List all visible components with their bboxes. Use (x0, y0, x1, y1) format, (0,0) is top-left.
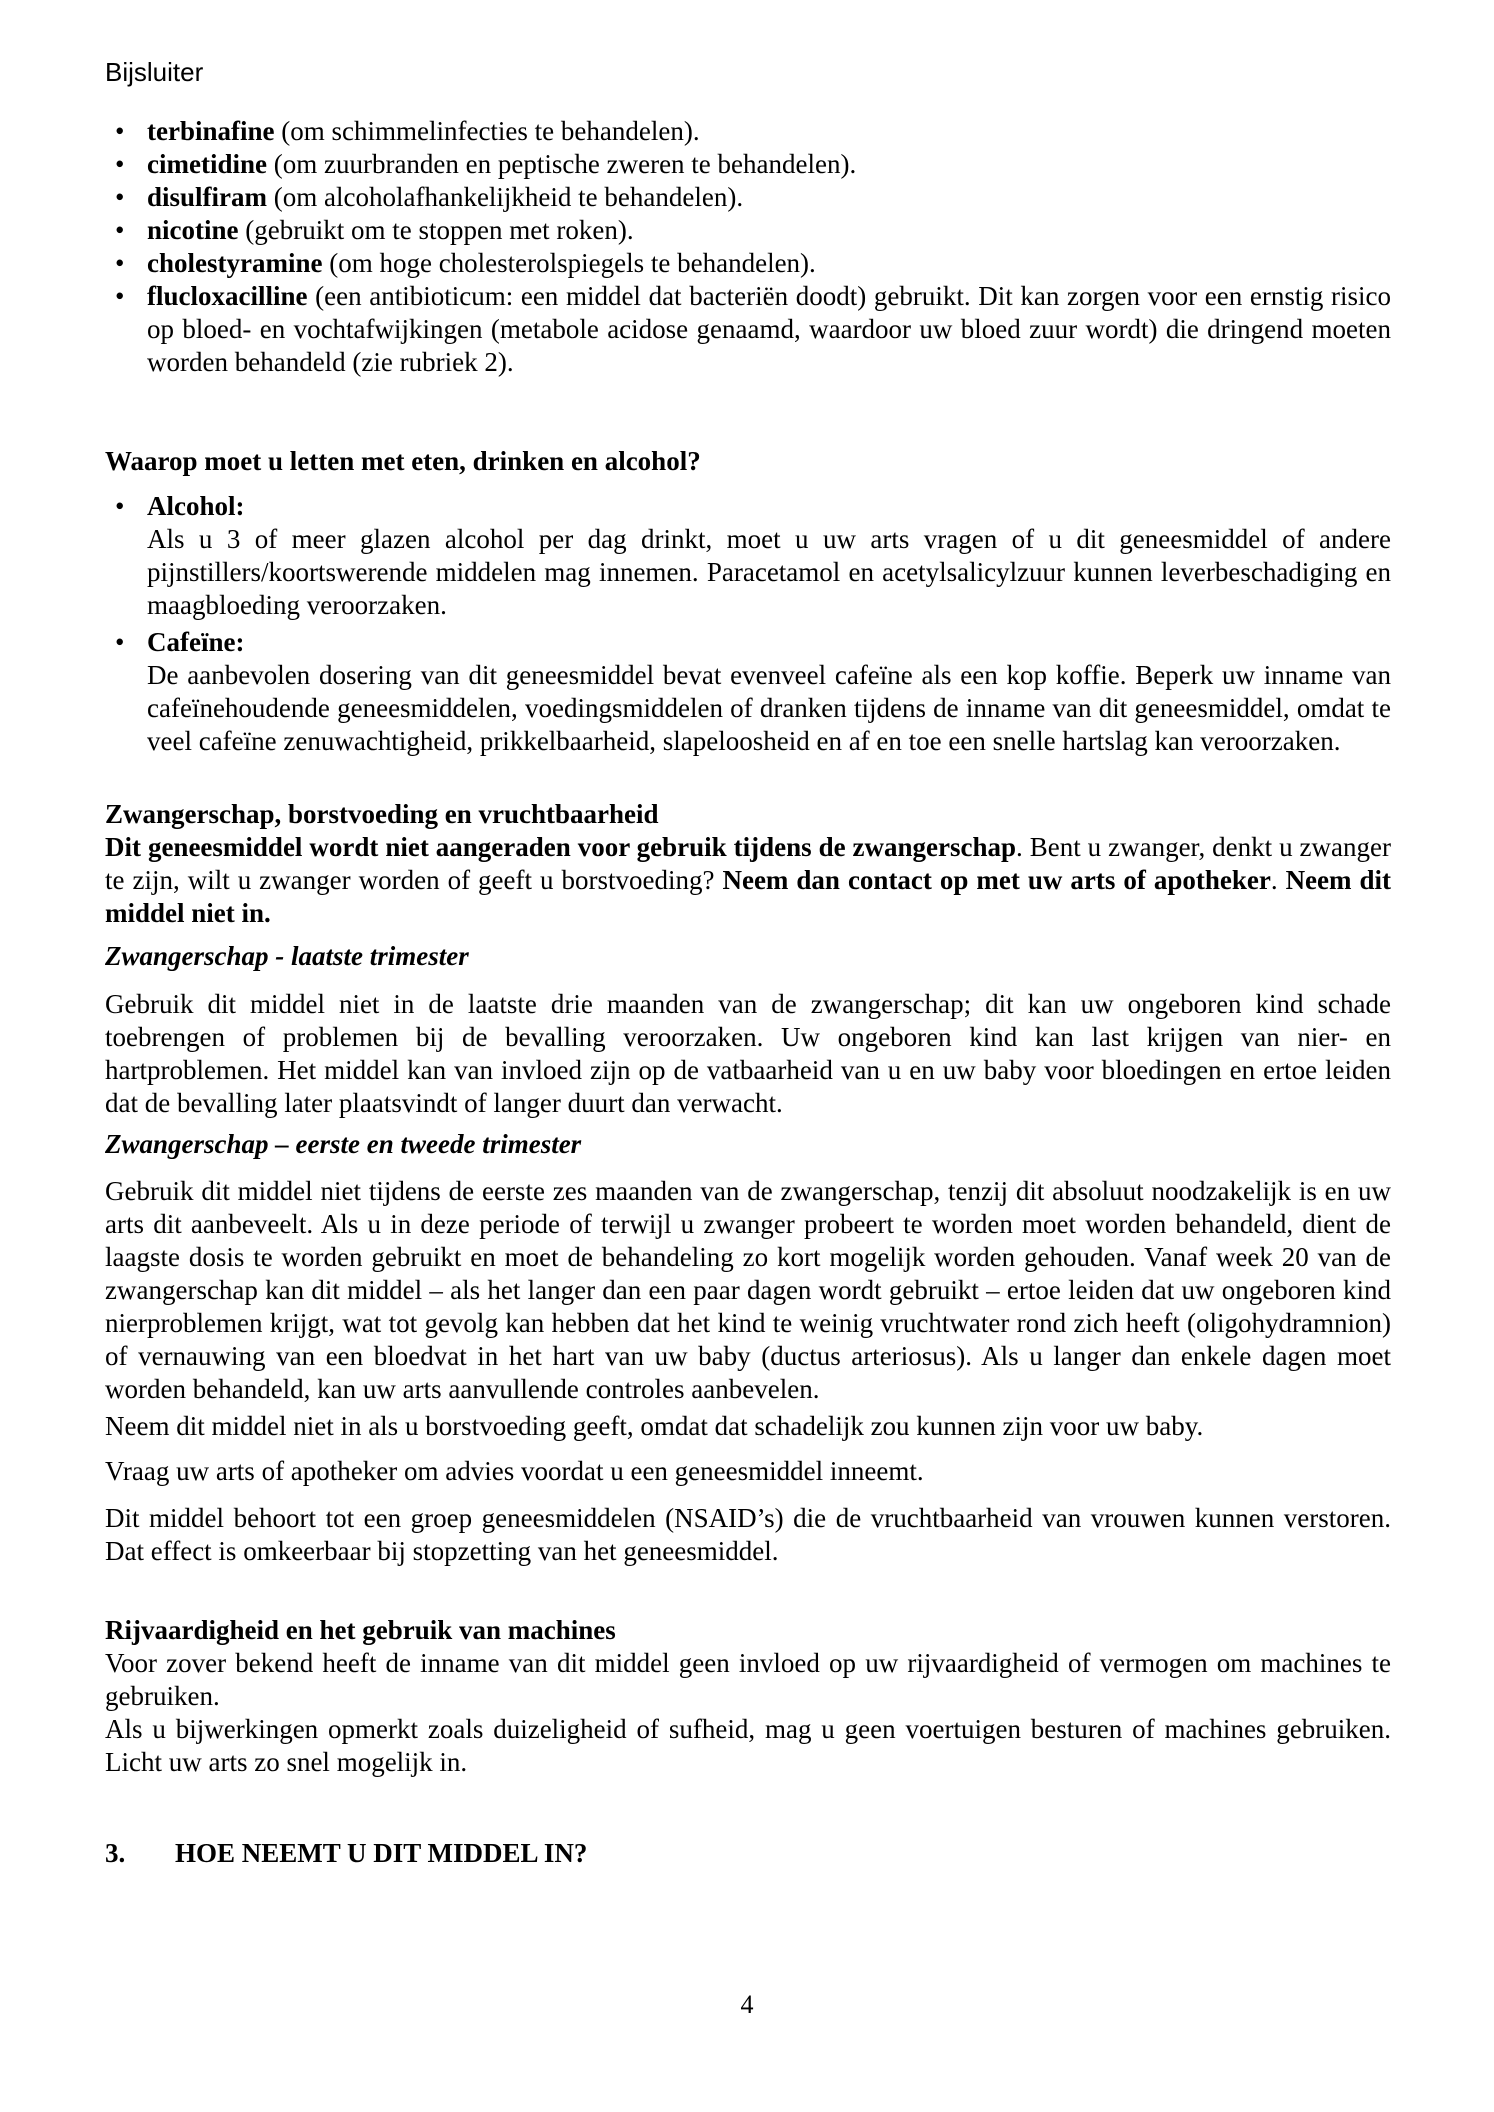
alcohol-label: Alcohol: (147, 491, 245, 521)
driving-paragraph-1: Voor zover bekend heeft de inname van dit middel geen invloed op uw rijvaardigheid of vermogen om machines te gebruiken. (105, 1648, 1391, 1711)
interaction-bullet-list (105, 115, 1391, 379)
bullet-text (147, 115, 1391, 148)
leaflet-page (105, 56, 1391, 1870)
bullet-text (147, 214, 1391, 247)
drug-name: disulfiram (147, 182, 268, 212)
breastfeeding-paragraph: Neem dit middel niet in als u borstvoeding geeft, omdat dat schadelijk zou kunnen zijn voor uw baby. (105, 1411, 1204, 1441)
list-item (105, 214, 1391, 247)
pregnancy-intro-paragraph (105, 831, 1391, 930)
list-item-alcohol (105, 490, 1391, 523)
spacer (105, 930, 1391, 940)
bullet-icon: • (115, 182, 125, 212)
list-item (105, 247, 1391, 280)
pregnancy-intro-regular: . (1270, 865, 1286, 895)
last-trimester-paragraph: Gebruik dit middel niet in de laatste drie maanden van de zwangerschap; dit kan uw ongeboren kind schade toebrengen of problemen bij de bevalling veroorzaken. Uw ongeboren kind kan last krijgen van nier- en hartproblemen. Het middel kan van invloed zijn op de vatbaarheid van u en uw baby voor bloedingen en ertoe leiden dat de bevalling later plaatsvindt of langer duurt dan verwacht. (105, 989, 1391, 1118)
spacer (105, 1568, 1391, 1614)
bullet-icon: • (115, 149, 125, 179)
section-3-number: 3. (105, 1838, 126, 1868)
driving-paragraph-2: Als u bijwerkingen opmerkt zoals duizeligheid of sufheid, mag u geen voertuigen besturen of machines gebruiken. Licht uw arts zo snel mogelijk in. (105, 1714, 1391, 1777)
spacer (105, 1120, 1391, 1128)
bullet-text (147, 148, 1391, 181)
bullet-icon: • (115, 491, 125, 521)
advice-paragraph: Vraag uw arts of apotheker om advies voordat u een geneesmiddel inneemt. (105, 1456, 924, 1486)
bullet-icon: • (115, 281, 125, 311)
pregnancy-intro-bold: Neem dit middel niet in. (105, 865, 1392, 928)
section-heading-food-drink: Waarop moet u letten met eten, drinken en alcohol? (105, 446, 701, 476)
fertility-paragraph: Dit middel behoort tot een groep geneesmiddelen (NSAID’s) die de vruchtbaarheid van vrouwen kunnen verstoren. Dat effect is omkeerbaar bij stopzetting van het geneesmiddel. (105, 1503, 1391, 1566)
list-item (105, 148, 1391, 181)
drug-description: (gebruikt om te stoppen met roken). (238, 215, 634, 245)
drug-name: cimetidine (147, 149, 267, 179)
bullet-text (147, 280, 1391, 379)
subheading-last-trimester: Zwangerschap - laatste trimester (105, 941, 469, 971)
bullet-icon: • (115, 116, 125, 146)
page-number: 4 (740, 1990, 754, 2019)
section-3-heading (105, 1837, 1391, 1870)
bullet-text (147, 247, 1391, 280)
spacer (105, 1161, 1391, 1175)
bullet-icon: • (115, 627, 125, 657)
drug-description: (om alcoholafhankelijkheid te behandelen). (267, 182, 744, 212)
spacer (105, 1779, 1391, 1837)
subheading-first-second-trimester: Zwangerschap – eerste en tweede trimester (105, 1129, 582, 1159)
spacer (105, 758, 1391, 798)
bullet-text (147, 181, 1391, 214)
drug-name: nicotine (147, 215, 239, 245)
spacer (105, 1488, 1391, 1502)
pregnancy-intro-bold: Dit geneesmiddel wordt niet aangeraden voor gebruik tijdens de zwangerschap (105, 832, 1017, 862)
section-heading-driving: Rijvaardigheid en het gebruik van machines (105, 1615, 616, 1645)
section-3-title: HOE NEEMT U DIT MIDDEL IN? (175, 1838, 588, 1868)
drug-description: (om hoge cholesterolspiegels te behandelen). (322, 248, 816, 278)
list-item-caffeine (105, 626, 1391, 659)
spacer (105, 478, 1391, 490)
bullet-icon: • (115, 215, 125, 245)
pregnancy-intro-bold: Neem dan contact op met uw arts of apotheker (722, 865, 1271, 895)
drug-name: flucloxacilline (147, 281, 308, 311)
list-item (105, 181, 1391, 214)
pregnancy-intro-regular: . Bent u zwanger, denkt u zwanger te zijn, wilt u zwanger worden of geeft u borstvoeding? (105, 832, 1391, 895)
document-header-label: Bijsluiter (105, 57, 204, 87)
spacer (105, 379, 1391, 445)
drug-description: (een antibioticum: een middel dat bacteriën doodt) gebruikt. Dit kan zorgen voor een ernstig risico op bloed- en vochtafwijkingen (metabole acidose genaamd, waardoor uw bloed zuur wordt) die dringend moeten worden behandeld (zie rubriek 2). (147, 281, 1391, 377)
caffeine-paragraph: De aanbevolen dosering van dit geneesmiddel bevat evenveel cafeïne als een kop koffie. Beperk uw inname van cafeïnehoudende geneesmiddelen, voedingsmiddelen of dranken tijdens de inname van dit geneesmiddel, omdat te veel cafeïne zenuwachtigheid, prikkelbaarheid, slapeloosheid en af en toe een snelle hartslag kan veroorzaken. (147, 660, 1391, 756)
alcohol-paragraph: Als u 3 of meer glazen alcohol per dag drinkt, moet u uw arts vragen of u dit geneesmiddel of andere pijnstillers/koortswerende middelen mag innemen. Paracetamol en acetylsalicylzuur kunnen leverbeschadiging en maagbloeding veroorzaken. (147, 524, 1391, 620)
section-heading-pregnancy: Zwangerschap, borstvoeding en vruchtbaarheid (105, 799, 659, 829)
list-item (105, 280, 1391, 379)
spacer (105, 1443, 1391, 1455)
drug-name: terbinafine (147, 116, 275, 146)
drug-description: (om schimmelinfecties te behandelen). (274, 116, 700, 146)
drug-name: cholestyramine (147, 248, 323, 278)
list-item (105, 115, 1391, 148)
caffeine-label: Cafeïne: (147, 627, 245, 657)
bullet-icon: • (115, 248, 125, 278)
first-second-trimester-paragraph: Gebruik dit middel niet tijdens de eerste zes maanden van de zwangerschap, tenzij dit absoluut noodzakelijk is en uw arts dit aanbeveelt. Als u in deze periode of terwijl u zwanger probeert te worden moet worden behandeld, dient de laagste dosis te worden gebruikt en moet de behandeling zo kort mogelijk worden gehouden. Vanaf week 20 van de zwangerschap kan dit middel – als het langer dan een paar dagen wordt gebruikt – ertoe leiden dat uw ongeboren kind nierproblemen krijgt, wat tot gevolg kan hebben dat het kind te weinig vruchtwater rond zich heeft (oligohydramnion) of vernauwing van een bloedvat in het hart van uw baby (ductus arteriosus). Als u langer dan enkele dagen moet worden behandeld, kan uw arts aanvullende controles aanbevelen. (105, 1176, 1391, 1404)
spacer (105, 973, 1391, 988)
drug-description: (om zuurbranden en peptische zweren te behandelen). (266, 149, 857, 179)
